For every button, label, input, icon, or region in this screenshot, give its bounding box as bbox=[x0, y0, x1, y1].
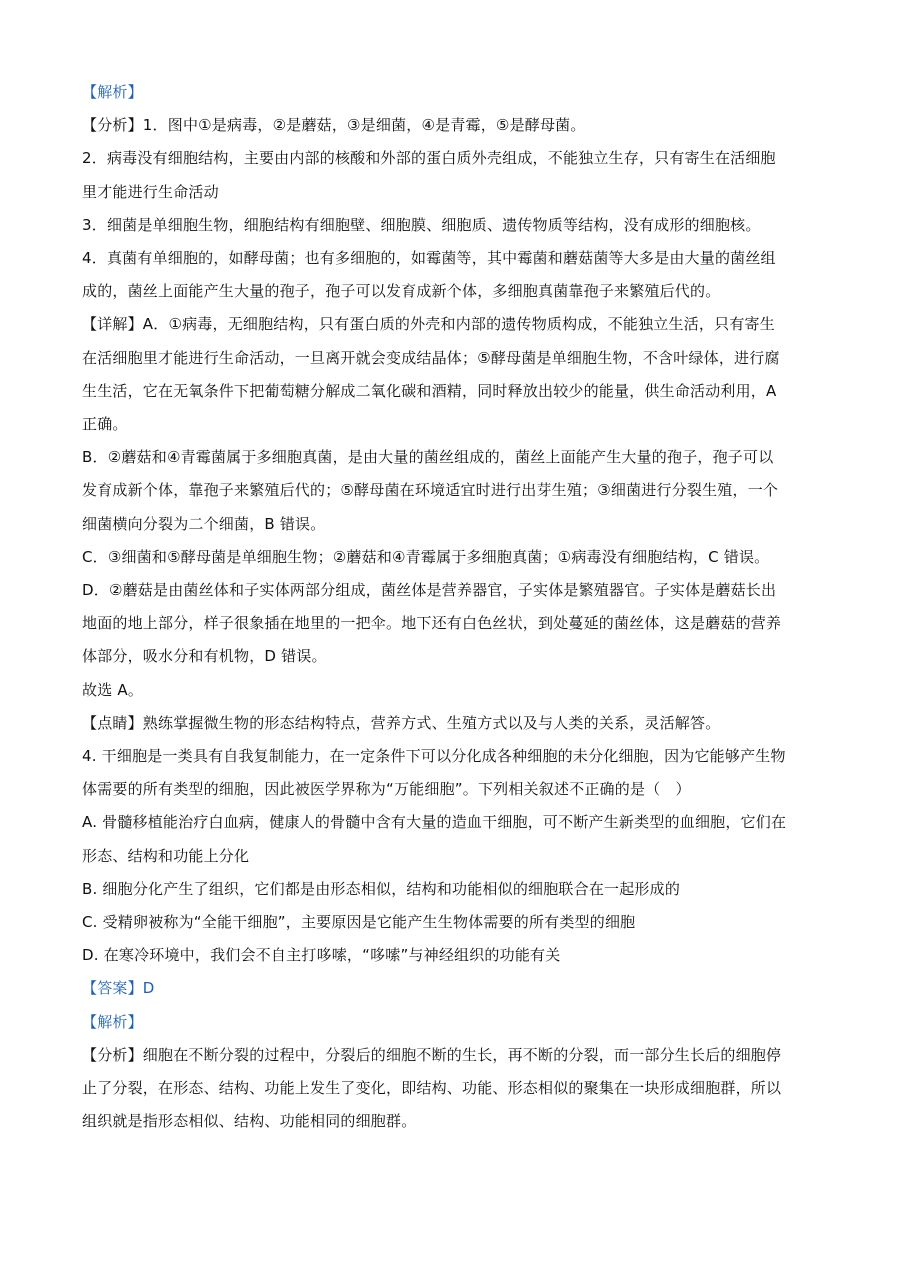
text-line: 生生活，它在无氧条件下把葡萄糖分解成二氧化碳和酒精，同时释放出较少的能量，供生命活动利用，A bbox=[82, 381, 777, 400]
text-line: 【分析】细胞在不断分裂的过程中，分裂后的细胞不断的生长，再不断的分裂，而一部分生长后的细胞停 bbox=[82, 1045, 782, 1064]
text-line: 地面的地上部分，样子很象插在地里的一把伞。地下还有白色丝状，到处蔓延的菌丝体，这是蘑菇的营养 bbox=[82, 614, 782, 633]
text-line: 形态、结构和功能上分化 bbox=[82, 846, 250, 865]
text-line: 组织就是指形态相似、结构、功能相同的细胞群。 bbox=[82, 1112, 417, 1131]
text-line: 细菌横向分裂为二个细菌，B 错误。 bbox=[82, 514, 326, 533]
text-line: 【分析】1．图中①是病毒，②是蘑菇，③是细菌，④是青霉，⑤是酵母菌。 bbox=[82, 116, 586, 135]
text-line: 正确。 bbox=[82, 415, 128, 434]
text-line: 4．真菌有单细胞的，如酵母菌；也有多细胞的，如霉菌等，其中霉菌和蘑菇菌等大多是由大量的菌丝组 bbox=[82, 249, 776, 268]
text-line: 2．病毒没有细胞结构，主要由内部的核酸和外部的蛋白质外壳组成，不能独立生存，只有寄生在活细胞 bbox=[82, 149, 776, 168]
section-label: 【解析】 bbox=[82, 1012, 143, 1031]
text-line: D. 在寒冷环境中，我们会不自主打哆嗦，“哆嗦”与神经组织的功能有关 bbox=[82, 946, 561, 965]
text-line: 故选 A。 bbox=[82, 680, 144, 699]
text-line: 体部分，吸水分和有机物，D 错误。 bbox=[82, 647, 327, 666]
text-line: 体需要的所有类型的细胞，因此被医学界称为“万能细胞”。下列相关叙述不正确的是（ ） bbox=[82, 780, 691, 799]
text-line: D．②蘑菇是由菌丝体和子实体两部分组成，菌丝体是营养器官，子实体是繁殖器官。子实体是蘑菇长出 bbox=[82, 581, 777, 600]
text-line: 【点睛】熟练掌握微生物的形态结构特点，营养方式、生殖方式以及与人类的关系，灵活解答。 bbox=[82, 713, 721, 732]
text-line: 4. 干细胞是一类具有自我复制能力，在一定条件下可以分化成各种细胞的未分化细胞，因为它能够产生物 bbox=[82, 747, 786, 766]
text-line: B. 细胞分化产生了组织，它们都是由形态相似，结构和功能相似的细胞联合在一起形成的 bbox=[82, 879, 681, 898]
text-line: C．③细菌和⑤酵母菌是单细胞生物；②蘑菇和④青霉属于多细胞真菌；①病毒没有细胞结构，C 错误。 bbox=[82, 547, 770, 566]
section-label: 【答案】D bbox=[82, 979, 155, 998]
document-body bbox=[82, 76, 829, 1139]
section-label: 【解析】 bbox=[82, 83, 143, 101]
text-line: C. 受精卵被称为“全能干细胞”，主要原因是它能产生生物体需要的所有类型的细胞 bbox=[82, 913, 636, 932]
text-line: 里才能进行生命活动 bbox=[82, 182, 219, 201]
text-line: 在活细胞里才能进行生命活动，一旦离开就会变成结晶体；⑤酵母菌是单细胞生物，不含叶绿体，进行腐 bbox=[82, 348, 780, 367]
text-line: 止了分裂，在形态、结构、功能上发生了变化，即结构、功能、形态相似的聚集在一块形成细胞群，所以 bbox=[82, 1079, 782, 1098]
text-line: 成的，菌丝上面能产生大量的孢子，孢子可以发育成新个体，多细胞真菌靠孢子来繁殖后代的。 bbox=[82, 282, 721, 301]
text-line: B．②蘑菇和④青霉菌属于多细胞真菌，是由大量的菌丝组成的，菌丝上面能产生大量的孢子，孢子可以 bbox=[82, 448, 774, 467]
text-line: 3．细菌是单细胞生物，细胞结构有细胞壁、细胞膜、细胞质、遗传物质等结构，没有成形的细胞核。 bbox=[82, 215, 761, 234]
text-line: A. 骨髓移植能治疗白血病，健康人的骨髓中含有大量的造血干细胞，可不断产生新类型的血细胞，它们在 bbox=[82, 813, 787, 832]
text-line: 【详解】A．①病毒，无细胞结构，只有蛋白质的外壳和内部的遗传物质构成，不能独立生活，只有寄生 bbox=[82, 315, 775, 334]
text-line: 发育成新个体，靠孢子来繁殖后代的；⑤酵母菌在环境适宜时进行出芽生殖；③细菌进行分裂生殖，一个 bbox=[82, 481, 779, 500]
